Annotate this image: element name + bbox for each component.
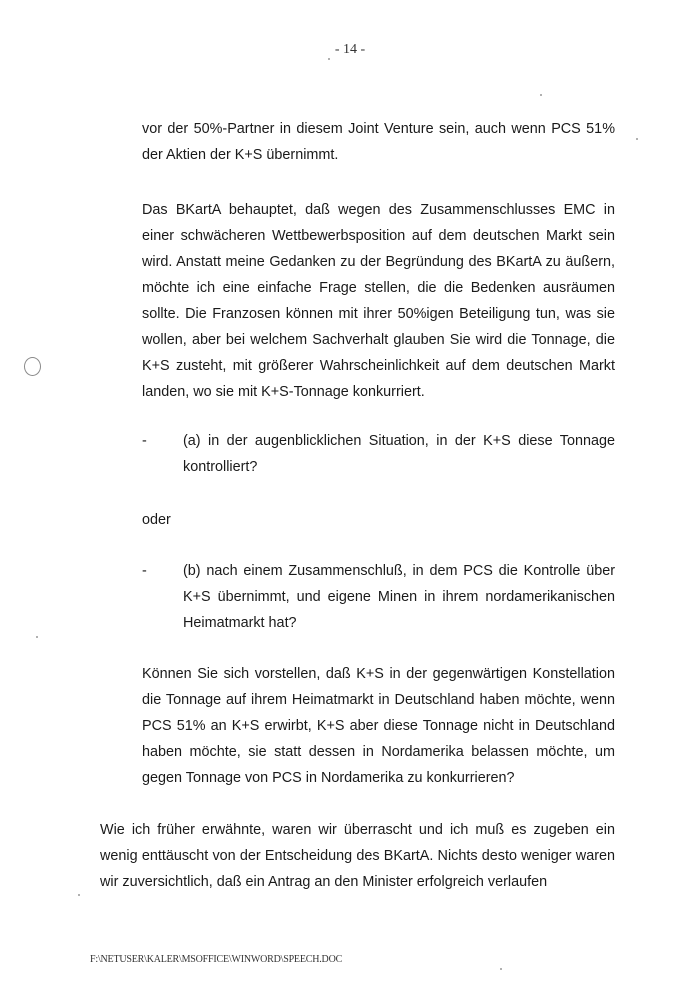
punch-hole-mark (24, 357, 41, 376)
bullet-dash-a: - (142, 433, 147, 449)
bullet-item-a: (a) in der augenblicklichen Situation, in der K+S diese Tonnage kontrolliert? (183, 433, 615, 475)
paragraph-question: Können Sie sich vorstellen, daß K+S in der gegenwärtigen Konstellation die Tonnage auf ihrem Heimatmarkt in Deutschland haben möchte, wenn PCS 51% an K+S erwirbt, K+S aber diese Tonnage nicht in Deutschland haben möchte, sie statt dessen in Nordamerika belassen möchte, um gegen Tonnage von PCS in Nordamerika zu konkurrieren? (142, 666, 615, 786)
bullet-dash-b: - (142, 563, 147, 579)
or-word: oder (142, 512, 171, 528)
footer-file-path: F:\NETUSER\KALER\MSOFFICE\WINWORD\SPEECH.DOC (90, 954, 343, 965)
paragraph-conclusion: Wie ich früher erwähnte, waren wir überrascht und ich muß es zugeben ein wenig enttäuscht von der Entscheidung des BKartA. Nichts desto weniger waren wir zuversichtlich, daß ein Antrag an den Minister erfolgreich verlaufen (100, 822, 615, 890)
bullet-item-b: (b) nach einem Zusammenschluß, in dem PCS die Kontrolle über K+S übernimmt, und eigene Minen in ihrem nordamerikanischen Heimatmarkt hat? (183, 563, 615, 631)
paragraph-bkarta-claim: Das BKartA behauptet, daß wegen des Zusammenschlusses EMC in einer schwächeren Wettbewerbsposition auf dem deutschen Markt sein wird. Anstatt meine Gedanken zu der Begründung des BKartA zu äußern, möchte ich eine einfache Frage stellen, die die Bedenken ausräumen sollte. Die Franzosen können mit ihrer 50%igen Beteiligung tun, was sie wollen, aber bei welchem Sachverhalt glauben Sie wird die Tonnage, die K+S zusteht, mit größerer Wahrscheinlichkeit auf dem deutschen Markt landen, wo sie mit K+S-Tonnage konkurriert. (142, 202, 615, 400)
page-number: - 14 - (334, 42, 366, 57)
paragraph-partner: vor der 50%-Partner in diesem Joint Venture sein, auch wenn PCS 51% der Aktien der K+S übernimmt. (142, 121, 615, 163)
